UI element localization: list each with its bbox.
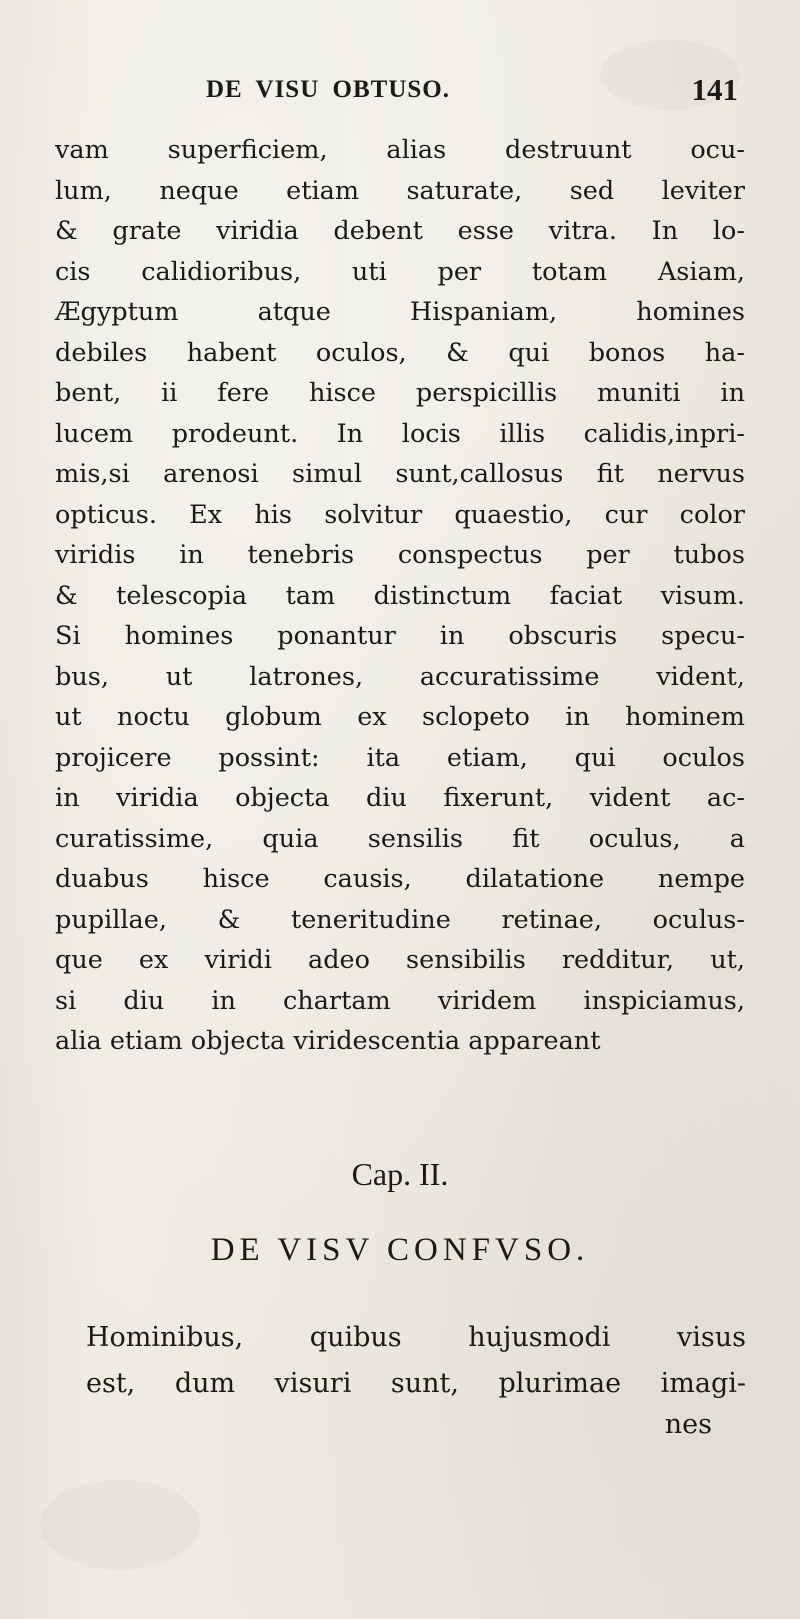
- text-line: debiles habent oculos, & qui bonos ha-: [55, 337, 745, 368]
- text-line: alia etiam objecta viridescentia appareant: [55, 1026, 601, 1056]
- chapter-title: DE VISV CONFVSO.: [210, 1232, 590, 1268]
- main-paragraph: [55, 130, 745, 1062]
- text-line: Hominibus, quibus hujusmodi visus: [86, 1322, 746, 1353]
- text-line: opticus. Ex his solvitur quaestio, cur color: [55, 499, 745, 530]
- text-line: curatissime, quia sensilis fit oculus, a: [55, 823, 745, 854]
- chapter-paragraph: [86, 1315, 746, 1407]
- text-line: mis,si arenosi simul sunt,callosus fit nervus: [55, 459, 745, 489]
- text-line: in viridia objecta diu fixerunt, vident ac-: [55, 783, 745, 813]
- text-line: si diu in chartam viridem inspiciamus,: [55, 985, 745, 1016]
- running-head: [56, 72, 746, 116]
- text-line: lum, neque etiam saturate, sed leviter: [55, 175, 745, 206]
- catchword: nes: [664, 1409, 712, 1440]
- text-line: cis calidioribus, uti per totam Asiam,: [55, 256, 745, 287]
- text-line: projicere possint: ita etiam, qui oculos: [55, 742, 745, 773]
- text-line: est, dum visuri sunt, plurimae imagi-: [86, 1368, 746, 1399]
- text-line: duabus hisce causis, dilatatione nempe: [55, 864, 745, 894]
- paper-stain: [40, 1480, 200, 1570]
- text-line: vam superficiem, alias destruunt ocu-: [55, 135, 745, 165]
- text-line: & telescopia tam distinctum faciat visum.: [55, 580, 745, 611]
- chapter-label: Cap. II.: [351, 1156, 449, 1192]
- text-line: & grate viridia debent esse vitra. In lo-: [55, 216, 745, 246]
- text-line: viridis in tenebris conspectus per tubos: [55, 540, 745, 570]
- page-number: 141: [691, 72, 738, 107]
- text-line: bent, ii fere hisce perspicillis muniti in: [55, 378, 745, 408]
- text-line: bus, ut latrones, accuratissime vident,: [55, 661, 745, 692]
- text-line: lucem prodeunt. In locis illis calidis,inpri-: [55, 418, 745, 449]
- text-line: Ægyptum atque Hispaniam, homines: [55, 297, 745, 327]
- running-title: DE VISU OBTUSO.: [206, 76, 450, 103]
- text-line: Si homines ponantur in obscuris specu-: [55, 621, 745, 651]
- text-line: ut noctu globum ex sclopeto in hominem: [55, 702, 745, 732]
- text-line: que ex viridi adeo sensibilis redditur, ut,: [55, 945, 745, 975]
- text-line: pupillae, & teneritudine retinae, oculus-: [55, 904, 745, 935]
